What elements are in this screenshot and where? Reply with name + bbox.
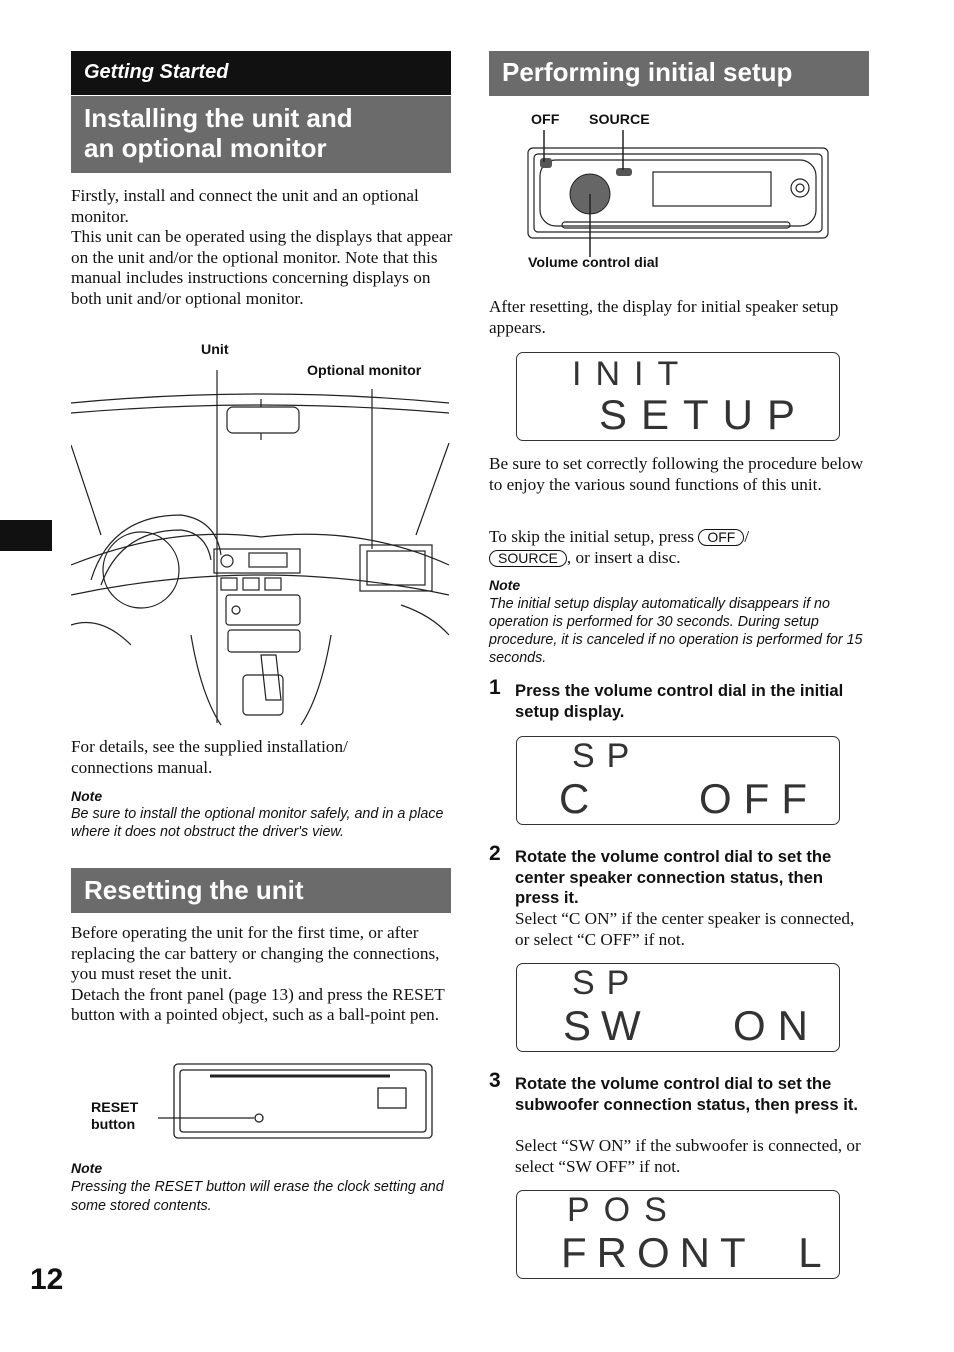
- step2-sub: Select “C ON” if the center speaker is connected, or select “C OFF” if not.: [515, 909, 855, 949]
- side-tab-marker: [0, 520, 52, 551]
- page-number: 12: [30, 1263, 64, 1296]
- lcd3-line1: SP: [572, 964, 642, 1002]
- reset-heading: [71, 868, 451, 913]
- reset-button-label: RESET button: [91, 1100, 139, 1133]
- off-key-label: OFF: [698, 529, 744, 546]
- note1-text: Be sure to install the optional monitor safely, and in a place where it does not obstruct the driver's view.: [71, 806, 444, 840]
- step3-number: 3: [489, 1069, 501, 1092]
- setup-note-text: The initial setup display automatically disappears if no operation is performed for 30 seconds. During setup procedure, it is canceled if no operation is performed for 15 seconds.: [489, 596, 863, 666]
- lcd-pos-front-l: [516, 1190, 840, 1279]
- setup-heading: [489, 51, 869, 96]
- note2-text: Pressing the RESET button will erase the clock setting and some stored contents.: [71, 1179, 444, 1214]
- lcd3-line2a: SW: [563, 1002, 651, 1049]
- section-label: [71, 51, 451, 95]
- reset-text: [71, 923, 453, 1026]
- lcd-init-setup: [516, 352, 840, 441]
- install-para-1: Firstly, install and connect the unit and an optional monitor.: [71, 186, 419, 226]
- install-text: [71, 186, 453, 310]
- label-source: SOURCE: [589, 112, 650, 128]
- details-text: For details, see the supplied installation/ connections manual.: [71, 737, 348, 777]
- setup-note-heading: Note: [489, 577, 521, 593]
- step3-text: Rotate the volume control dial to set the subwoofer connection status, then press it.: [515, 1074, 858, 1114]
- reset-para-2: Detach the front panel (page 13) and press the RESET button with a pointed object, such as a ball-point pen.: [71, 984, 445, 1025]
- install-title: Installing the unit and an optional monitor: [84, 103, 353, 163]
- reset-unit-illustration: [150, 1062, 435, 1142]
- step1-number: 1: [489, 676, 501, 699]
- car-interior-illustration: [71, 355, 451, 727]
- skip-prefix: To skip the initial setup, press: [489, 527, 695, 546]
- lcd3-line2b: ON: [733, 1002, 820, 1049]
- skip-text: [489, 527, 869, 568]
- skip-slash: /: [744, 527, 750, 546]
- lcd-sp-sw-on: [516, 963, 840, 1052]
- lcd2-line2a: C: [559, 775, 590, 822]
- lcd4-line1: POS: [567, 1191, 681, 1229]
- install-para-2: This unit can be operated using the displays that appear on the unit and/or the optional monitor. Note that this manual includes instructions concerning displays on both unit and/or optional monitor.: [71, 227, 453, 308]
- label-unit: Unit: [201, 342, 229, 358]
- reset-para-1: Before operating the unit for the first time, or after replacing the car battery or changing the connections, you must reset the unit.: [71, 923, 440, 984]
- note2-heading: Note: [71, 1160, 103, 1176]
- lcd2-line1: SP: [572, 737, 642, 775]
- label-volume-dial: Volume control dial: [528, 255, 659, 271]
- lcd4-line2: FRONT L: [561, 1229, 832, 1276]
- label-off: OFF: [531, 112, 560, 128]
- lcd1-line1: INIT: [572, 355, 693, 393]
- label-optional-monitor: Optional monitor: [307, 363, 422, 379]
- lcd2-line2b: OFF: [699, 775, 819, 822]
- note1-heading: Note: [71, 788, 103, 804]
- be-sure-text: Be sure to set correctly following the procedure below to enjoy the various sound functions of this unit.: [489, 454, 864, 494]
- step3-sub: Select “SW ON” if the subwoofer is connected, or select “SW OFF” if not.: [515, 1136, 861, 1176]
- step1-text: Press the volume control dial in the initial setup display.: [515, 681, 844, 721]
- setup-title: Performing initial setup: [502, 57, 793, 87]
- lcd-sp-c-off: [516, 736, 840, 825]
- head-unit-illustration: [526, 130, 831, 260]
- after-reset-text: After resetting, the display for initial speaker setup appears.: [489, 297, 839, 337]
- step2-number: 2: [489, 842, 501, 865]
- lcd1-line2: SETUP: [599, 391, 810, 438]
- source-key-label: SOURCE: [489, 550, 567, 567]
- section-label-text: Getting Started: [84, 61, 229, 83]
- skip-suffix: , or insert a disc.: [566, 547, 681, 567]
- step2-text: Rotate the volume control dial to set the center speaker connection status, then press it.: [515, 847, 832, 908]
- install-heading: [71, 96, 451, 173]
- reset-title: Resetting the unit: [84, 875, 304, 905]
